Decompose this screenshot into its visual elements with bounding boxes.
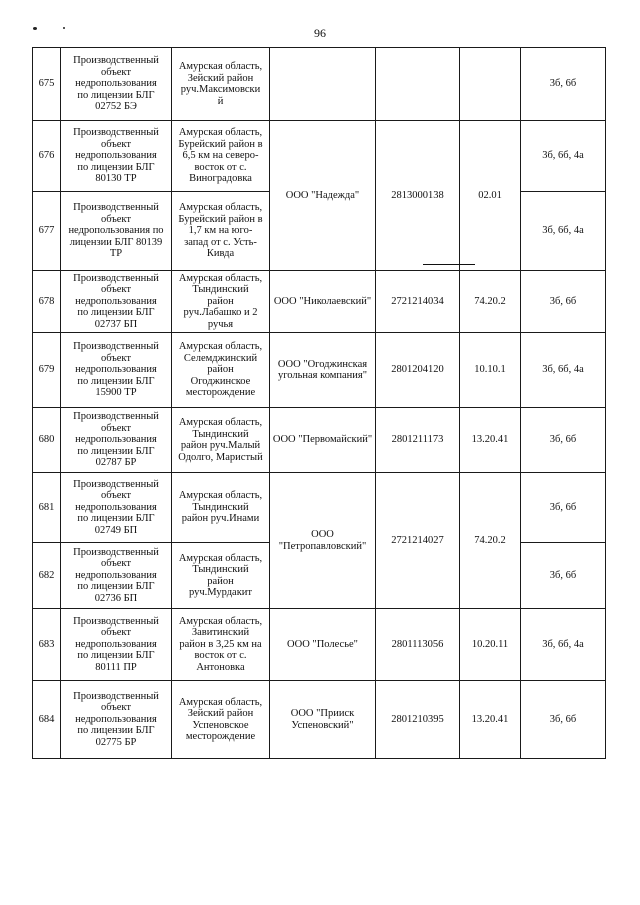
organization-cell — [270, 681, 376, 759]
inn-cell: 2721214027 — [376, 473, 460, 609]
location-text: Амурская область, Бурейский район в 1,7 км на юго- запад от с. Усть- Кивда — [178, 202, 263, 260]
row-number: 683 — [33, 609, 61, 681]
inn-cell — [376, 48, 460, 121]
location-cell — [172, 271, 270, 333]
organization-cell — [270, 48, 376, 121]
location-text: Амурская область, Тындинский район руч.Мурдакит — [178, 552, 263, 598]
object-cell — [61, 408, 172, 473]
location-cell — [172, 333, 270, 408]
table-row — [33, 271, 606, 333]
okved-cell: 13.20.41 — [460, 681, 521, 759]
organization-text: ООО "Прииск Успеновский" — [290, 708, 355, 731]
page-number: 96 — [314, 26, 326, 40]
codes-cell: 3б, 6б — [521, 48, 606, 121]
pen-underline-mark — [423, 264, 475, 265]
object-text: Производственный объект недропользования по лицензии БЛГ 80130 ТР — [73, 127, 159, 185]
table-row — [33, 121, 606, 192]
codes-cell: 3б, 6б, 4а — [521, 609, 606, 681]
table-row — [33, 333, 606, 408]
object-cell — [61, 609, 172, 681]
location-text: Амурская область, Тындинский район руч.Лабашко и 2 ручья — [178, 272, 263, 330]
table-row — [33, 473, 606, 543]
location-text: Амурская область, Зейский район Успеновское месторождение — [178, 696, 263, 742]
location-text: Амурская область, Селемджинский район Огоджинское месторождение — [178, 341, 263, 399]
codes-cell: 3б, 6б — [521, 681, 606, 759]
table-row — [33, 408, 606, 473]
object-text: Производственный объект недропользования по лицензии БЛГ 02787 БР — [73, 411, 159, 469]
object-text: Производственный объект недропользования по лицензии БЛГ 02736 БП — [73, 546, 159, 604]
location-cell — [172, 609, 270, 681]
okved-cell: 10.20.11 — [460, 609, 521, 681]
organization-cell — [270, 121, 376, 271]
codes-cell: 3б, 6б — [521, 543, 606, 609]
location-cell — [172, 48, 270, 121]
registry-table — [32, 47, 606, 759]
object-cell — [61, 121, 172, 192]
organization-cell — [270, 609, 376, 681]
object-cell — [61, 543, 172, 609]
location-text: Амурская область, Тындинский район руч.Малый Одолго, Маристый — [178, 417, 263, 463]
location-text: Амурская область, Бурейский район в 6,5 км на северо- восток от с. Виноградовка — [178, 127, 263, 185]
object-cell — [61, 333, 172, 408]
object-cell — [61, 48, 172, 121]
organization-cell — [270, 333, 376, 408]
row-number: 684 — [33, 681, 61, 759]
object-text: Производственный объект недропользования по лицензии БЛГ 80139 ТР — [68, 202, 164, 260]
location-cell — [172, 408, 270, 473]
object-text: Производственный объект недропользования по лицензии БЛГ 02737 БП — [73, 272, 159, 330]
scan-speck — [33, 27, 37, 30]
location-text: Амурская область, Завитинский район в 3,25 км на восток от с. Антоновка — [178, 615, 263, 673]
okved-cell: 10.10.1 — [460, 333, 521, 408]
object-cell — [61, 681, 172, 759]
codes-cell: 3б, 6б, 4а — [521, 121, 606, 192]
location-cell — [172, 192, 270, 271]
inn-cell: 2813000138 — [376, 121, 460, 271]
okved-cell: 74.20.2 — [460, 271, 521, 333]
object-cell — [61, 192, 172, 271]
organization-text: ООО "Огоджинская угольная компания" — [277, 358, 368, 381]
codes-cell: 3б, 6б, 4а — [521, 192, 606, 271]
table-row — [33, 48, 606, 121]
codes-cell: 3б, 6б — [521, 408, 606, 473]
object-text: Производственный объект недропользования по лицензии БЛГ 02749 БП — [73, 478, 159, 536]
organization-text: ООО "Полесье" — [287, 638, 358, 650]
inn-cell: 2801210395 — [376, 681, 460, 759]
row-number: 682 — [33, 543, 61, 609]
organization-cell — [270, 408, 376, 473]
inn-cell: 2801211173 — [376, 408, 460, 473]
organization-text: ООО "Первомайский" — [272, 434, 373, 446]
okved-cell: 13.20.41 — [460, 408, 521, 473]
scan-speck — [63, 27, 65, 29]
object-text: Производственный объект недропользования по лицензии БЛГ 80111 ПР — [73, 615, 159, 673]
organization-text: ООО "Николаевский" — [273, 295, 372, 307]
location-cell — [172, 473, 270, 543]
organization-text: ООО "Надежда" — [285, 189, 360, 201]
row-number: 677 — [33, 192, 61, 271]
row-number: 675 — [33, 48, 61, 121]
inn-cell: 2801204120 — [376, 333, 460, 408]
codes-cell: 3б, 6б — [521, 271, 606, 333]
location-cell — [172, 121, 270, 192]
object-text: Производственный объект недропользования по лицензии БЛГ 15900 ТР — [73, 341, 159, 399]
location-cell — [172, 543, 270, 609]
row-number: 676 — [33, 121, 61, 192]
organization-cell — [270, 473, 376, 609]
okved-cell — [460, 48, 521, 121]
row-number: 678 — [33, 271, 61, 333]
organization-cell — [270, 271, 376, 333]
inn-cell: 2721214034 — [376, 271, 460, 333]
object-text: Производственный объект недропользования по лицензии БЛГ 02752 БЭ — [73, 55, 159, 113]
row-number: 681 — [33, 473, 61, 543]
table-row — [33, 609, 606, 681]
organization-text: ООО "Петропавловский" — [278, 529, 367, 552]
object-cell — [61, 271, 172, 333]
object-text: Производственный объект недропользования по лицензии БЛГ 02775 БР — [73, 690, 159, 748]
row-number: 680 — [33, 408, 61, 473]
location-text: Амурская область, Тындинский район руч.Инами — [178, 490, 263, 525]
okved-cell: 02.01 — [460, 121, 521, 271]
object-cell — [61, 473, 172, 543]
inn-cell: 2801113056 — [376, 609, 460, 681]
row-number: 679 — [33, 333, 61, 408]
location-text: Амурская область, Зейский район руч.Максимовски й — [178, 61, 263, 107]
table-row — [33, 681, 606, 759]
codes-cell: 3б, 6б — [521, 473, 606, 543]
okved-cell: 74.20.2 — [460, 473, 521, 609]
codes-cell: 3б, 6б, 4а — [521, 333, 606, 408]
location-cell — [172, 681, 270, 759]
